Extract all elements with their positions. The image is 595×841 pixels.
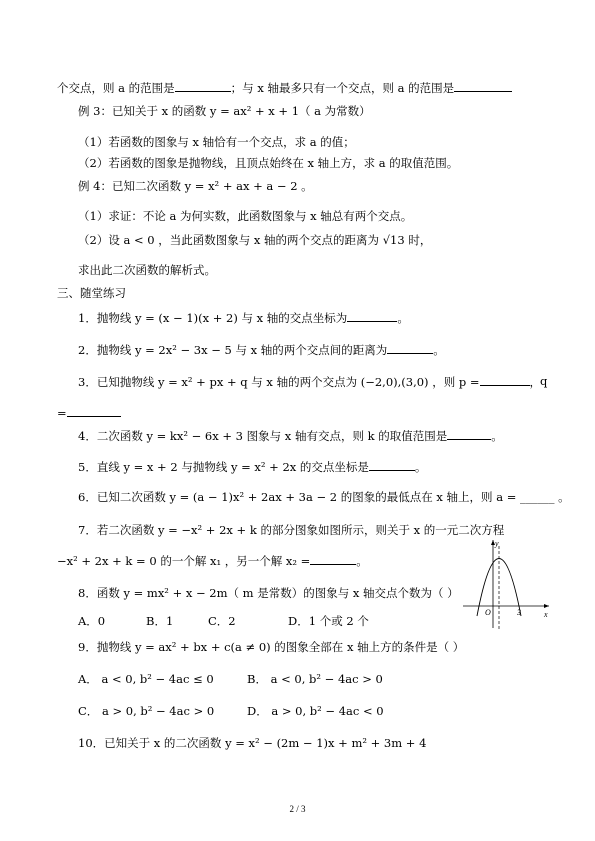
question-8-option-c[interactable]: C．2	[208, 614, 236, 628]
text: 5．直线 y = x + 2 与抛物线 y = x² + 2x 的交点坐标是	[78, 460, 369, 474]
question-2	[78, 342, 445, 357]
answer-blank[interactable]	[347, 310, 397, 322]
answer-blank[interactable]	[310, 553, 356, 565]
question-4	[78, 428, 503, 443]
parabola-graph	[463, 536, 553, 631]
question-9-option-b[interactable]: B． a < 0, b² − 4ac > 0	[247, 672, 383, 686]
example-4-part-2: （2）设 a < 0 ，当此函数图象与 x 轴的两个交点的距离为 √13 时，	[78, 233, 432, 247]
text: ；与 x 轴最多只有一个交点，则 a 的范围是	[230, 81, 455, 95]
x-axis-arrow	[544, 604, 549, 608]
answer-blank[interactable]: ______ 。	[520, 490, 570, 504]
question-9-option-d[interactable]: D． a > 0, b² − 4ac < 0	[247, 704, 384, 718]
section-heading: 三、随堂练习	[57, 286, 126, 300]
answer-blank[interactable]	[175, 80, 231, 92]
answer-blank[interactable]	[480, 374, 530, 386]
text: 3．已知抛物线 y = x² + px + q 与 x 轴的两个交点为 (−2,0),(3,0) ，则 p =	[78, 375, 480, 389]
tick-label-3: 3	[517, 608, 521, 617]
text: 。	[414, 460, 427, 474]
question-10: 10．已知关于 x 的二次函数 y = x² − (2m − 1)x + m² + 3m + 4	[78, 736, 427, 750]
text: 个交点，则 a 的范围是	[57, 81, 175, 95]
example-4-part-1: （1）求证：不论 a 为何实数，此函数图象与 x 轴总有两个交点。	[78, 209, 413, 223]
answer-blank[interactable]	[447, 428, 491, 440]
page-number: 2 / 3	[289, 804, 306, 814]
example-4-part-3: 求出此二次函数的解析式。	[78, 263, 216, 277]
question-5	[78, 459, 426, 474]
x-axis-label: x	[544, 610, 548, 619]
text: 6．已知二次函数 y = (a − 1)x² + 2ax + 3a − 2 的图象的最低点在 x 轴上，则 a =	[78, 490, 517, 504]
example-3-part-1: （1）若函数的图象与 x 轴恰有一个交点，求 a 的值；	[78, 135, 355, 149]
answer-blank[interactable]	[67, 405, 121, 417]
example-4: 例 4：已知二次函数 y = x² + ax + a − 2 。	[78, 179, 313, 193]
text: 2．抛物线 y = 2x² − 3x − 5 与 x 轴的两个交点间的距离为	[78, 343, 388, 357]
answer-blank[interactable]	[454, 80, 512, 92]
question-8-option-a[interactable]: A．0	[78, 614, 106, 628]
text: 。	[491, 429, 503, 443]
question-8-option-d[interactable]: D．1 个或 2 个	[288, 614, 369, 628]
text: =	[57, 406, 67, 420]
example-3-part-2: （2）若函数的图象是抛物线，且顶点始终在 x 轴上方，求 a 的取值范围。	[78, 156, 459, 170]
question-6	[78, 490, 570, 504]
example-3: 例 3：已知关于 x 的函数 y = ax² + x + 1（ a 为常数）	[78, 104, 371, 118]
question-1	[78, 310, 409, 325]
text: 4．二次函数 y = kx² − 6x + 3 图象与 x 轴有交点，则 k 的取值范围是	[78, 429, 448, 443]
question-8: 8．函数 y = mx² + x − 2m（ m 是常数）的图象与 x 轴交点个数为（ ）	[78, 586, 459, 600]
question-7-continued	[57, 553, 368, 568]
question-3-continued	[57, 405, 121, 420]
question-9-option-c[interactable]: C． a > 0, b² − 4ac > 0	[78, 704, 215, 718]
answer-blank[interactable]	[369, 459, 415, 471]
text: −x² + 2x + k = 0 的一个解 x₁ ，另一个解 x₂ =	[57, 554, 311, 568]
question-8-option-b[interactable]: B．1	[146, 614, 174, 628]
question-3-q-label: q	[540, 374, 548, 388]
question-9-option-a[interactable]: A． a < 0, b² − 4ac ≤ 0	[78, 672, 214, 686]
question-3	[78, 374, 541, 389]
answer-blank[interactable]	[387, 342, 433, 354]
question-9: 9．抛物线 y = ax² + bx + c(a ≠ 0) 的图象全部在 x 轴上方的条件是（ ）	[78, 640, 465, 654]
text: 1．抛物线 y = (x − 1)(x + 2) 与 x 轴的交点坐标为	[78, 311, 348, 325]
text: ，	[529, 375, 541, 389]
origin-label: O	[485, 608, 491, 617]
line-range	[57, 80, 512, 95]
text: 。	[397, 311, 409, 325]
text: 。	[433, 343, 445, 357]
y-axis-label: y	[495, 539, 499, 548]
text: 。	[356, 554, 368, 568]
question-7: 7．若二次函数 y = −x² + 2x + k 的部分图象如图所示，则关于 x 的一元二次方程	[78, 523, 505, 537]
